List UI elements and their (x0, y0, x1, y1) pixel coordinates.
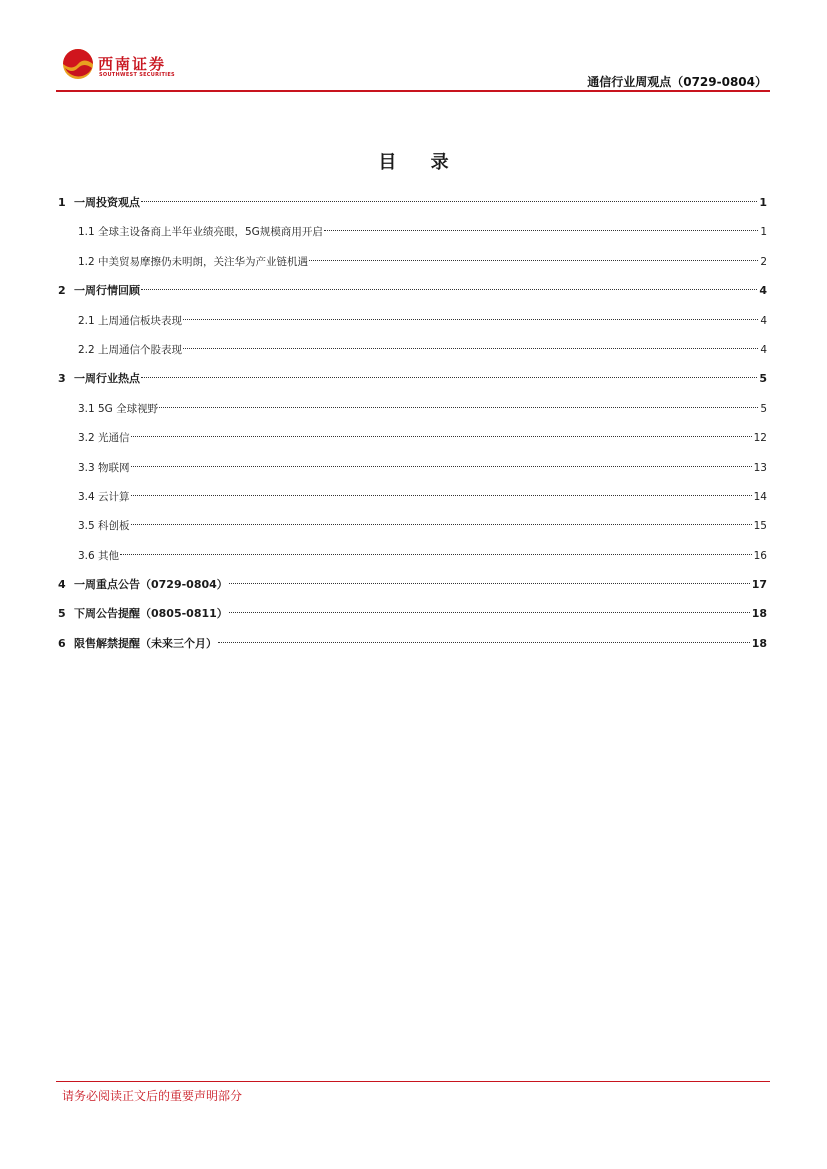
toc-entry-title: 5G 全球视野 (98, 402, 159, 415)
toc-leader (183, 319, 758, 320)
toc-entry[interactable] (58, 634, 767, 663)
toc-leader (309, 260, 758, 261)
toc-leader (141, 201, 757, 202)
toc-entry-title: 一周重点公告（0729-0804） (74, 578, 228, 592)
toc-entry-number: 2 (58, 284, 66, 298)
toc-heading: 目 录 (378, 152, 463, 173)
toc-entry-number: 5 (58, 607, 66, 621)
toc-entry-page: 18 (751, 607, 767, 621)
table-of-contents (58, 193, 767, 663)
toc-leader (141, 377, 757, 378)
toc-leader (131, 466, 752, 467)
toc-entry[interactable] (58, 369, 767, 398)
toc-entry-number: 6 (58, 636, 66, 650)
toc-leader (324, 230, 758, 231)
toc-entry-page: 16 (753, 549, 767, 562)
toc-entry-title: 物联网 (98, 461, 130, 474)
toc-entry-number: 3.1 (78, 402, 95, 415)
toc-entry[interactable] (58, 604, 767, 633)
toc-entry[interactable] (58, 516, 767, 545)
disclaimer-notice: 请务必阅读正文后的重要声明部分 (62, 1089, 243, 1103)
toc-entry[interactable] (58, 546, 767, 575)
toc-entry-number: 3.3 (78, 461, 95, 474)
toc-entry[interactable] (58, 193, 767, 222)
toc-leader (131, 524, 752, 525)
toc-entry[interactable] (58, 487, 767, 516)
toc-entry-page: 4 (759, 284, 767, 298)
toc-entry-page: 18 (751, 636, 767, 650)
toc-entry-title: 全球主设备商上半年业绩亮眼，5G规模商用开启 (98, 226, 323, 239)
toc-entry-title: 中美贸易摩擦仍未明朗，关注华为产业链机遇 (98, 255, 308, 268)
footer-divider (56, 1081, 770, 1082)
toc-entry[interactable] (58, 311, 767, 340)
toc-leader (131, 436, 752, 437)
toc-entry-number: 3.6 (78, 549, 95, 562)
toc-entry-number: 2.1 (78, 314, 95, 327)
toc-entry-page: 15 (753, 520, 767, 533)
toc-entry-page: 2 (760, 255, 767, 268)
toc-entry-title: 一周行业热点 (74, 372, 140, 386)
toc-leader (229, 583, 750, 584)
toc-entry[interactable] (58, 222, 767, 251)
toc-entry-title: 云计算 (98, 490, 130, 503)
toc-entry-title: 科创板 (98, 520, 130, 533)
toc-entry-title: 一周投资观点 (74, 196, 140, 209)
toc-entry-page: 1 (759, 196, 767, 209)
header-divider (56, 90, 770, 92)
toc-entry-title: 光通信 (98, 432, 130, 445)
toc-entry-title: 上周通信板块表现 (98, 314, 182, 327)
toc-entry-page: 14 (753, 490, 767, 503)
toc-entry-number: 2.2 (78, 343, 95, 356)
toc-entry-title: 其他 (98, 549, 119, 562)
sun-logo-icon (62, 48, 94, 80)
toc-entry-page: 13 (753, 461, 767, 474)
toc-entry-number: 3.4 (78, 490, 95, 503)
toc-leader (131, 495, 752, 496)
toc-entry-number: 3.5 (78, 520, 95, 533)
toc-entry-number: 3.2 (78, 432, 95, 445)
toc-entry-number: 3 (58, 372, 66, 386)
toc-leader (183, 348, 758, 349)
toc-entry[interactable] (58, 399, 767, 428)
report-title: 通信行业周观点（0729-0804） (587, 75, 767, 89)
toc-entry-title: 限售解禁提醒（未来三个月） (74, 636, 217, 650)
toc-entry-number: 1.1 (78, 226, 95, 239)
toc-entry-page: 4 (760, 314, 767, 327)
toc-entry-page: 5 (760, 402, 767, 415)
toc-leader (229, 612, 750, 613)
toc-leader (141, 289, 757, 290)
company-logo (62, 48, 175, 84)
toc-entry-title: 上周通信个股表现 (98, 343, 182, 356)
toc-entry[interactable] (58, 575, 767, 604)
toc-entry-title: 下周公告提醒（0805-0811） (74, 607, 228, 621)
toc-leader (218, 642, 750, 643)
toc-entry[interactable] (58, 428, 767, 457)
toc-leader (159, 407, 758, 408)
toc-entry-number: 1.2 (78, 255, 95, 268)
toc-entry-number: 4 (58, 578, 66, 592)
toc-entry-page: 5 (759, 372, 767, 386)
toc-entry-page: 4 (760, 343, 767, 356)
toc-entry-number: 1 (58, 196, 66, 209)
toc-entry-page: 17 (751, 578, 767, 592)
toc-entry[interactable] (58, 252, 767, 281)
toc-entry[interactable] (58, 281, 767, 310)
logo-english-name: SOUTHWEST SECURITIES (99, 72, 175, 78)
logo-chinese-name: 西南证券 (98, 55, 167, 73)
toc-entry-page: 1 (760, 226, 767, 239)
toc-entry-page: 12 (753, 432, 767, 445)
toc-leader (120, 554, 752, 555)
toc-entry[interactable] (58, 458, 767, 487)
toc-entry[interactable] (58, 340, 767, 369)
toc-entry-title: 一周行情回顾 (74, 284, 140, 298)
